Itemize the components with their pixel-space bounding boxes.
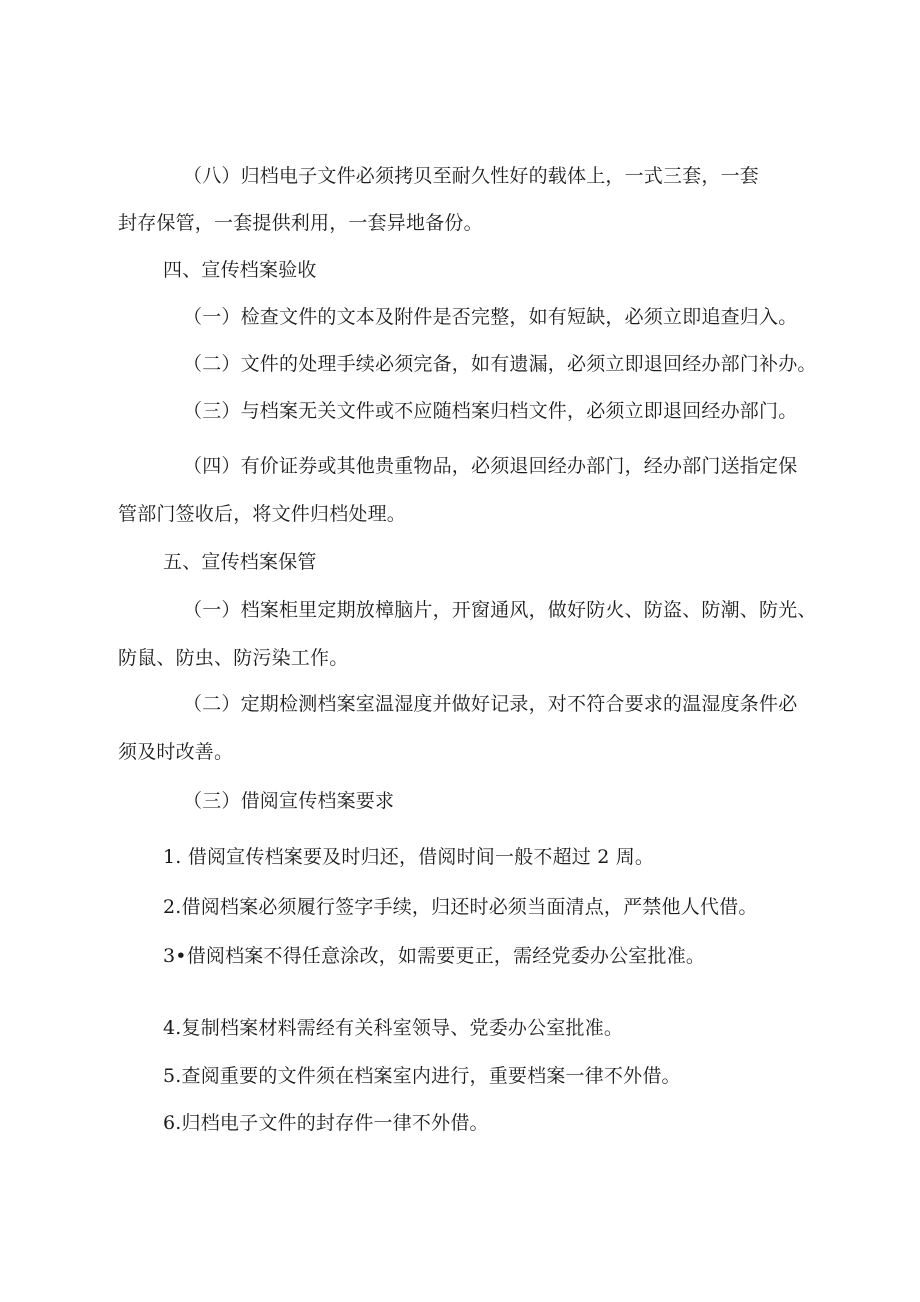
text-line: 管部门签收后，将文件归档处理。 [118, 503, 407, 525]
text-line: （三）借阅宣传档案要求 [183, 790, 395, 812]
text-line: （四）有价证券或其他贵重物品，必须退回经办部门，经办部门送指定保 [183, 455, 798, 477]
text-line: （一）档案柜里定期放樟脑片，开窗通风，做好防火、防盗、防潮、防光、 [183, 599, 817, 621]
list-item: 4.复制档案材料需经有关科室领导、党委办公室批准。 [163, 1017, 624, 1039]
list-item: 6.归档电子文件的封存件一律不外借。 [163, 1112, 489, 1134]
text-line: 封存保管，一套提供利用，一套异地备份。 [118, 212, 483, 234]
list-item: 3•借阅档案不得任意涂改，如需要更正，需经党委办公室批准。 [163, 945, 706, 967]
text-line: （二）定期检测档案室温湿度并做好记录，对不符合要求的温湿度条件必 [183, 693, 798, 715]
text-line: 须及时改善。 [118, 741, 234, 763]
text-line: （三）与档案无关文件或不应随档案归档文件，必须立即退回经办部门。 [183, 400, 798, 422]
list-item: 5.查阅重要的文件须在档案室内进行，重要档案一律不外借。 [163, 1065, 681, 1087]
list-item: 2.借阅档案必须履行签字手续，归还时必须当面清点，严禁他人代借。 [163, 896, 758, 918]
text-line: （二）文件的处理手续必须完备，如有遗漏，必须立即退回经办部门补办。 [183, 353, 817, 375]
list-item: 1. 借阅宣传档案要及时归还，借阅时间一般不超过 2 周。 [163, 846, 655, 868]
text-line: 防鼠、防虫、防污染工作。 [118, 647, 349, 669]
section-heading: 四、宣传档案验收 [163, 259, 317, 281]
text-line: （八）归档电子文件必须拷贝至耐久性好的载体上，一式三套，一套 [183, 165, 760, 187]
text-line: （一）检查文件的文本及附件是否完整，如有短缺，必须立即追查归入。 [183, 306, 798, 328]
section-heading: 五、宣传档案保管 [163, 551, 317, 573]
